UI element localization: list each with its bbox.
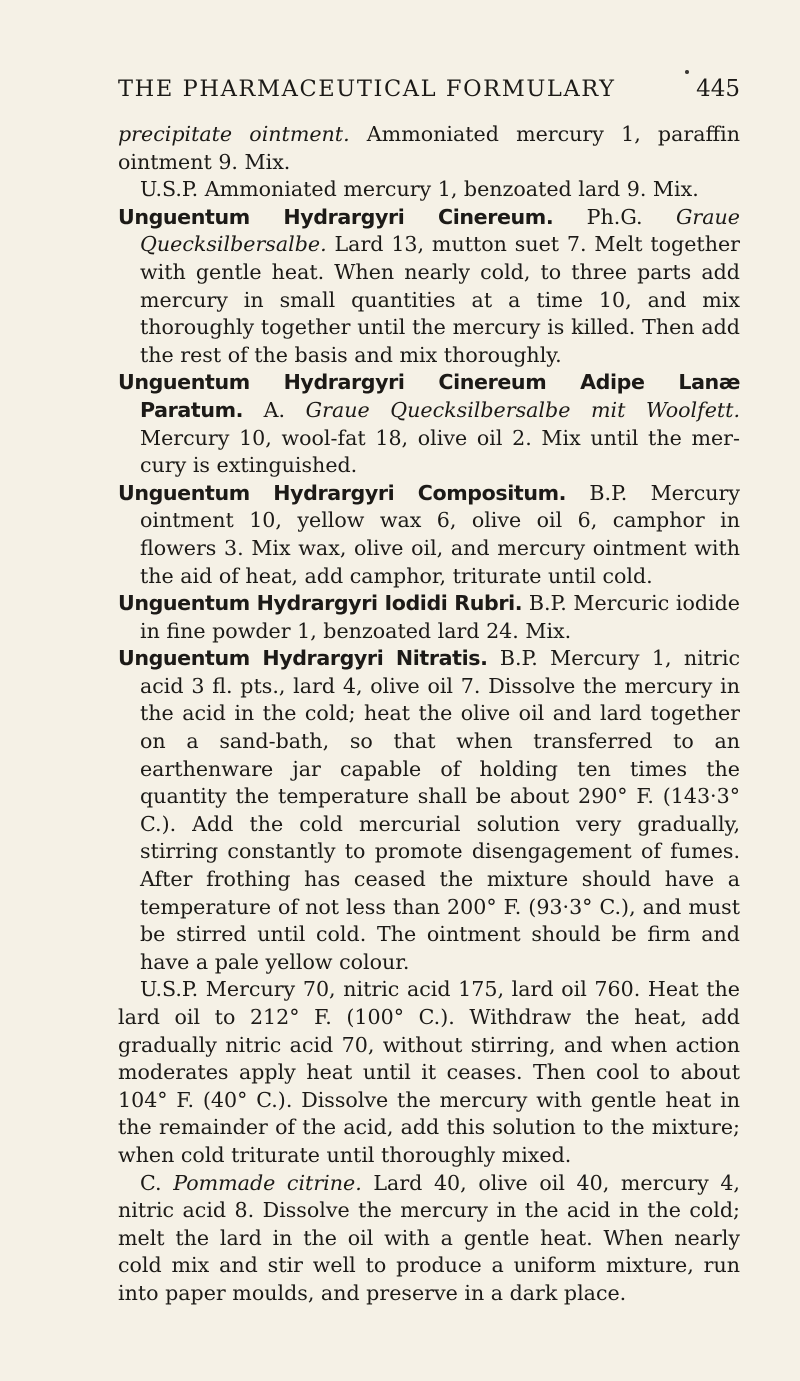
usp-nitratis-paragraph: U.S.P. Mercury 70, nitric acid 175, lard oil 760. Heat the lard oil to 212° F. (100° C.). Withdraw the heat, add gradually nitric acid 70, without stirring, and when action moderates apply heat until it ceases. Then cool to about 104° F. (40° C.). Dissolve the mercury with gentle heat in the remainder of the acid, add this solution to the mixture; when cold triturate until thoroughly mixed. <box>118 977 740 1167</box>
entry-pharmacopoeia: Ph.G. <box>553 204 676 229</box>
continued-entry <box>118 121 740 176</box>
entry-hydrargyri-iodidi-rubri <box>118 590 740 645</box>
entry-cinereum-adipe-lanae <box>118 369 740 479</box>
entry-text: Lard 40, olive oil 40, mercury 4, nitric acid 8. Dissolve the mercury in the acid in the cold; melt the lard in the oil with a gentle heat. When nearly cold mix and stir well to produce a uniform mixture, run into paper moulds, and preserve in a dark place. <box>118 1170 740 1305</box>
entry-heading: Unguentum Hydrargyri Nitratis. <box>118 646 488 671</box>
entry-heading: Unguentum Hydrargyri Cinereum. <box>118 204 554 229</box>
entry-synonym: Graue Quecksilbersalbe. <box>140 204 740 257</box>
formulary-text <box>118 121 740 1308</box>
entry-text: B.P. Mercuric iodide in fine powder 1, benzoated lard 24. Mix. <box>140 591 740 643</box>
entry-heading: Unguentum Hydrargyri Cinereum Adipe Lanæ Paratum. <box>118 370 740 422</box>
entry-hydrargyri-compositum <box>118 480 740 590</box>
pommade-citrine-paragraph <box>118 1170 740 1308</box>
entry-pharmacopoeia: C. <box>140 1170 174 1195</box>
entry-italic-name: precipitate ointment. <box>118 122 350 146</box>
entry-hydrargyri-nitratis <box>118 645 740 976</box>
running-title: THE PHARMACEUTICAL FORMULARY <box>118 76 616 102</box>
entry-text: Lard 13, mutton suet 7. Melt together with gentle heat. When nearly cold, to three parts add mercury in small quantities at a time 10, and mix thoroughly together until the mercury is killed. Then add the rest of the basis and mix thoroughly. <box>140 232 740 367</box>
entry-heading: Unguentum Hydrargyri Compositum. <box>118 480 567 505</box>
entry-text: B.P. Mercury 1, nitric acid 3 fl. pts., lard 4, olive oil 7. Dissolve the mercury in the acid in the cold; heat the olive oil and lard together on a sand-bath, so that when transferred to an earthenware jar capable of holding ten times the quantity the temperature shall be about 290° F. (143·3° C.). Add the cold mercurial solution very gradually, stirring constantly to promote disengagement of fumes. After frothing has ceased the mixture should have a temperature of not less than 200° F. (93·3° C.), and must be stirred until cold. The ointment should be firm and have a pale yellow colour. <box>140 646 740 974</box>
entry-text: B.P. Mercury ointment 10, yellow wax 6, olive oil 6, camphor in flowers 3. Mix wax, olive oil, and mercury ointment with the aid of heat, add camphor, triturate until cold. <box>140 480 740 588</box>
entry-synonym: Graue Quecksilbersalbe mit Woolfett. <box>305 397 741 422</box>
entry-text: Ammoniated mercury 1, paraffin ointment 9. Mix. <box>118 122 740 174</box>
page-number: 445 <box>696 76 740 102</box>
entry-pharmacopoeia: A. <box>243 397 306 422</box>
entry-synonym: Pommade citrine. <box>173 1170 362 1195</box>
running-head <box>118 78 740 101</box>
entry-hydrargyri-cinereum <box>118 204 740 370</box>
print-speck <box>685 70 689 74</box>
entry-text: Mercury 10, wool-fat 18, olive oil 2. Mix until the mercury is extinguished. <box>140 425 740 478</box>
usp-ammoniated-paragraph: U.S.P. Ammoniated mercury 1, benzoated lard 9. Mix. <box>140 177 699 202</box>
entry-heading: Unguentum Hydrargyri Iodidi Rubri. <box>118 591 523 616</box>
